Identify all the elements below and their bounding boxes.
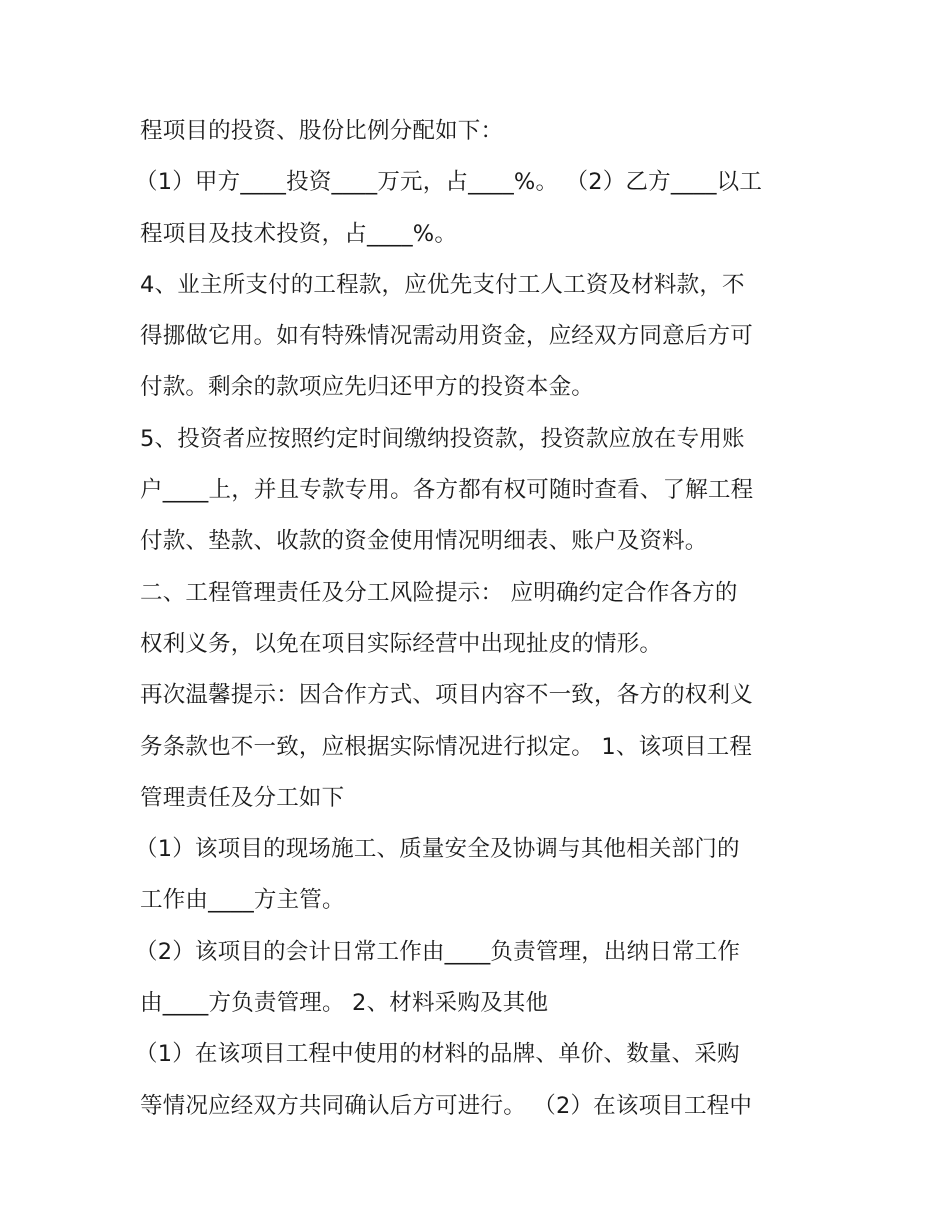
text-line: （1）甲方____投资____万元，占____%。 （2）乙方____以工 [135, 169, 763, 196]
text-line: 务条款也不一致，应根据实际情况进行拟定。 1、该项目工程 [140, 733, 753, 760]
text-line: 再次温馨提示：因合作方式、项目内容不一致，各方的权利义 [140, 682, 753, 709]
text-line: 付款、垫款、收款的资金使用情况明细表、账户及资料。 [140, 528, 708, 555]
document-body [135, 106, 820, 1132]
text-line: （1）在该项目工程中使用的材料的品牌、单价、数量、采购 [135, 1041, 740, 1068]
text-line: 管理责任及分工如下 [140, 784, 345, 811]
text-line: 由____方负责管理。 2、材料采购及其他 [140, 990, 549, 1017]
text-line: 权利义务，以免在项目实际经营中出现扯皮的情形。 [140, 630, 663, 657]
text-line: 4、业主所支付的工程款，应优先支付工人工资及材料款，不 [140, 271, 745, 298]
text-line: （1）该项目的现场施工、质量安全及协调与其他相关部门的 [135, 836, 740, 863]
text-line: 5、投资者应按照约定时间缴纳投资款，投资款应放在专用账 [140, 425, 745, 452]
section-heading-line: 二、工程管理责任及分工风险提示： 应明确约定合作各方的 [140, 579, 738, 606]
text-line: 程项目及技术投资，占____%。 [140, 220, 458, 247]
text-line: 程项目的投资、股份比例分配如下： [140, 118, 504, 144]
text-line: 付款。剩余的款项应先归还甲方的投资本金。 [140, 374, 595, 401]
text-line: 工作由____方主管。 [140, 887, 345, 914]
text-line: 等情况应经双方共同确认后方可进行。 （2）在该项目工程中 [140, 1092, 753, 1119]
text-line: 得挪做它用。如有特殊情况需动用资金，应经双方同意后方可 [140, 323, 753, 350]
text-line: （2）该项目的会计日常工作由____负责管理，出纳日常工作 [135, 938, 741, 965]
text-line: 户____上，并且专款专用。各方都有权可随时查看、了解工程 [140, 477, 754, 504]
